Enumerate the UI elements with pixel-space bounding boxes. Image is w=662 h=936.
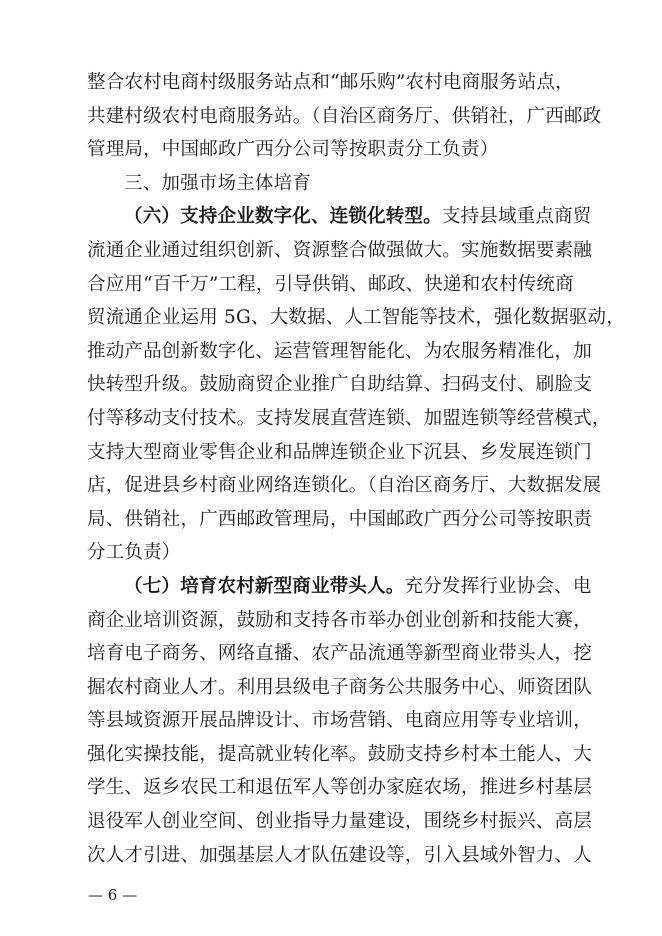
text-line xyxy=(87,637,592,671)
body-text: 商企业培训资源，鼓励和支持各市举办创业创新和技能大赛， xyxy=(87,609,592,631)
body-text: 店，促进县乡村商业网络连锁化。（自治区商务厅、大数据发展 xyxy=(87,475,602,497)
text-line xyxy=(87,268,575,302)
body-text: 学生、返乡农民工和退伍军人等创办家庭农场，推进乡村基层 xyxy=(87,777,592,799)
body-text: 管理局，中国邮政广西分公司等按职责分工负责） xyxy=(87,139,499,161)
text-line xyxy=(87,66,575,100)
text-line xyxy=(87,738,592,772)
body-text: 退役军人创业空间、创业指导力量建设，围绕乡村振兴、高层 xyxy=(87,811,592,833)
text-line xyxy=(87,167,575,201)
text-line xyxy=(87,704,592,738)
body-text: 培育电子商务、网络直播、农产品流通等新型商业带头人，挖 xyxy=(87,643,592,665)
text-line xyxy=(87,839,592,873)
body-text: 推动产品创新数字化、运营管理智能化、为农服务精准化，加 xyxy=(87,340,592,362)
section-heading-text: （六）支持企业数字化、连锁化转型。 xyxy=(124,206,442,228)
document-body xyxy=(87,66,625,872)
body-text: 共建村级农村电商服务站。（自治区商务厅、供销社，广西邮政 xyxy=(87,105,602,127)
body-text: 强化实操技能，提高就业转化率。鼓励支持乡村本土能人、大 xyxy=(87,743,592,765)
text-line xyxy=(87,436,592,470)
body-text: 掘农村商业人才。利用县级电子商务公共服务中心、师资团队 xyxy=(87,676,592,698)
text-line xyxy=(87,536,575,570)
body-text: 充分发挥行业协会、电 xyxy=(404,575,592,597)
text-line xyxy=(87,503,592,537)
text-line xyxy=(87,301,625,335)
body-text: 快转型升级。鼓励商贸企业推广自助结算、扫码支付、刷脸支 xyxy=(87,374,592,396)
section-heading-text: （七）培育农村新型商业带头人。 xyxy=(124,575,405,597)
body-text: 支持大型商业零售企业和品牌连锁企业下沉县、乡发展连锁门 xyxy=(87,441,592,463)
text-line xyxy=(87,335,592,369)
text-line xyxy=(87,200,592,234)
body-text: 贸流通企业运用 5G、大数据、人工智能等技术，强化数据驱动， xyxy=(87,307,625,329)
body-text: 支持县域重点商贸 xyxy=(441,206,592,228)
body-text: 等县域资源开展品牌设计、市场营销、电商应用等专业培训， xyxy=(87,710,592,732)
text-line xyxy=(87,671,592,705)
text-line xyxy=(87,570,592,604)
text-line xyxy=(87,771,592,805)
body-text: 付等移动支付技术。支持发展直营连锁、加盟连锁等经营模式， xyxy=(87,407,611,429)
text-line xyxy=(87,805,592,839)
body-text: 分工负责） xyxy=(87,542,181,564)
body-text: 三、加强市场主体培育 xyxy=(124,172,312,194)
body-text: 次人才引进、加强基层人才队伍建设等，引入县域外智力、人 xyxy=(87,844,592,866)
page-number: — 6 — xyxy=(88,886,138,904)
body-text: 流通企业通过组织创新、资源整合做强做大。实施数据要素融 xyxy=(87,239,592,261)
text-line xyxy=(87,469,602,503)
text-line xyxy=(87,368,592,402)
body-text: 局、供销社，广西邮政管理局，中国邮政广西分公司等按职责 xyxy=(87,508,592,530)
body-text: 合应用“百千万”工程，引导供销、邮政、快递和农村传统商 xyxy=(87,273,574,295)
text-line xyxy=(87,402,611,436)
text-line xyxy=(87,234,592,268)
text-line xyxy=(87,100,602,134)
text-line xyxy=(87,133,575,167)
text-line xyxy=(87,604,592,638)
body-text: 整合农村电商村级服务站点和“邮乐购”农村电商服务站点， xyxy=(87,72,574,93)
